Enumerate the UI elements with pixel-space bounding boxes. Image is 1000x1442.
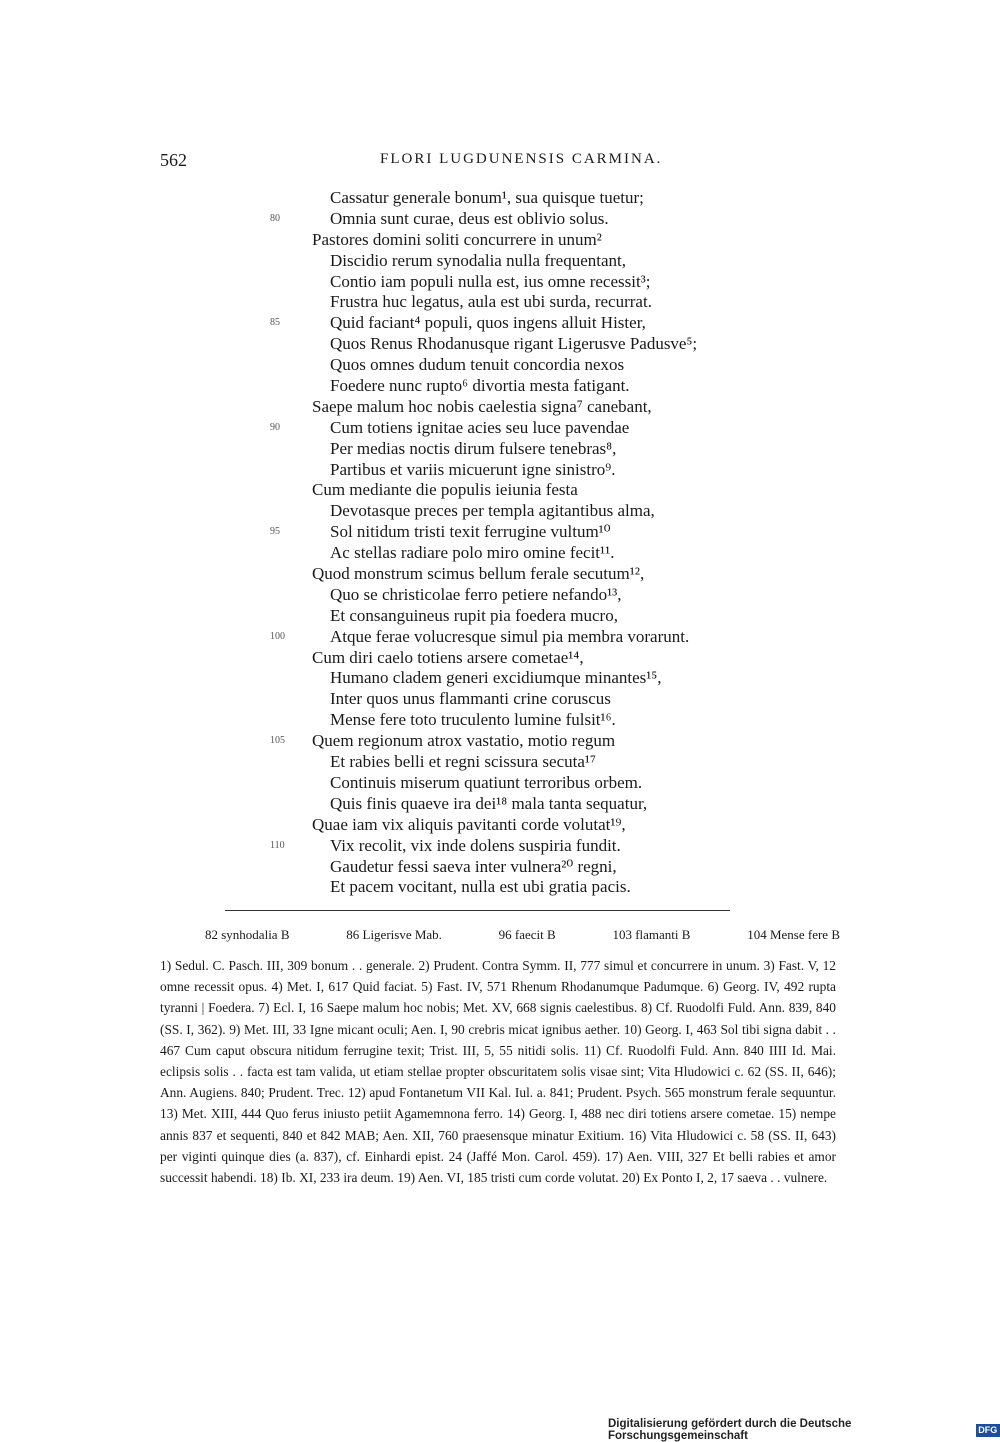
verse-text: Partibus et variis micuerunt igne sinistro⁹. <box>330 459 616 479</box>
verse-text: Devotasque preces per templa agitantibus alma, <box>330 501 655 521</box>
verse-text: Per medias noctis dirum fulsere tenebras⁸, <box>330 438 617 458</box>
verse-text: Mense fere toto truculento lumine fulsit¹⁶. <box>330 710 616 730</box>
footnotes <box>160 955 836 1188</box>
verse-text: Humano cladem generi excidiumque minantes¹⁵, <box>330 668 662 688</box>
running-title: FLORI LUGDUNENSIS CARMINA. <box>380 151 663 167</box>
poem-line <box>270 648 830 669</box>
verse-text: Foedere nunc rupto⁶ divortia mesta fatigant. <box>330 376 630 396</box>
poem-line <box>270 877 830 898</box>
verse-text: Omnia sunt curae, deus est oblivio solus. <box>330 208 609 228</box>
verse-text: Quae iam vix aliquis pavitanti corde volutat¹⁹, <box>312 814 626 834</box>
poem-line <box>270 460 830 481</box>
poem-line <box>270 857 830 878</box>
poem-line <box>270 543 830 564</box>
poem-line <box>270 731 830 752</box>
poem-line <box>270 480 830 501</box>
poem-line <box>270 836 830 857</box>
poem-line <box>270 710 830 731</box>
verse-text: Quo se christicolae ferro petiere nefando¹³, <box>330 584 622 604</box>
verse-text: Gaudetur fessi saeva inter vulnera²⁰ regni, <box>330 856 617 876</box>
verse-text: Atque ferae volucresque simul pia membra vorarunt. <box>330 626 690 646</box>
verse-text: Et consanguineus rupit pia foedera mucro, <box>330 605 618 625</box>
line-number: 105 <box>270 735 285 747</box>
poem-line <box>270 773 830 794</box>
footnote-paragraph: 1) Sedul. C. Pasch. III, 309 bonum . . generale. 2) Prudent. Contra Symm. II, 777 simul et concurrere in unum. 3) Fast. V, 12 omne recessit opus. 4) Met. I, 617 Quid faciat. 5) Fast. IV, 571 Rhenum Rhodanumque Padumque. 6) Georg. IV, 492 rupta tyranni | Foedera. 7) Ecl. I, 16 Saepe malum hoc nobis; Met. XV, 668 signis caelestibus. 8) Cf. Ruodolfi Fuld. Ann. 839, 840 (SS. I, 362). 9) Met. III, 33 Igne micant oculi; Aen. I, 90 crebris micat ignibus aether. 10) Georg. I, 463 Sol tibi signa dabit . . 467 Cum caput obscura nitidum ferrugine texit; Trist. III, 5, 55 nitidi solis. 11) Cf. Ruodolfi Fuld. Ann. 840 IIII Id. Mai. eclipsis solis . . facta est tam valida, ut etiam stellae propter obscuritatem solis visae sint; Vita Hludowici c. 62 (SS. II, 646); Ann. Augiens. 840; Prudent. Trec. 12) apud Fontanetum VII Kal. Iul. a. 841; Prudent. Psych. 565 monstrum ferale sequuntur. 13) Met. XIII, 444 Quo ferus iniusto petiit Agamemnona ferro. 14) Georg. I, 488 nec diri totiens arsere cometae. 15) nempe annis 837 et sequenti, 840 et 842 MAB; Aen. XII, 760 praesensque minatur Exitium. 16) Vita Hludowici c. 58 (SS. II, 643) per viginti quinque dies (a. 837), cf. Einhardi epist. 24 (Jaffé Mon. Carol. 459). 17) Aen. VIII, 327 Et belli rabies et amor successit habendi. 18) Ib. XI, 233 ira deum. 19) Aen. VI, 185 tristi cum corde volutat. 20) Ex Ponto I, 2, 17 saeva . . vulnere. <box>160 958 836 1186</box>
verse-text: Continuis miserum quatiunt terroribus orbem. <box>330 772 643 792</box>
verse-text: Vix recolit, vix inde dolens suspiria fundit. <box>330 835 621 855</box>
footer-text: Digitalisierung gefördert durch die Deutsche Forschungsgemeinschaft <box>608 1418 852 1442</box>
variant-reading: 96 faecit B <box>498 927 556 942</box>
poem-line <box>270 418 830 439</box>
poem-line <box>270 209 830 230</box>
verse-text: Cum diri caelo totiens arsere cometae¹⁴, <box>312 647 584 667</box>
poem-line <box>270 355 830 376</box>
poem-line <box>270 522 830 543</box>
page-number: 562 <box>160 150 187 170</box>
verse-text: Quos omnes dudum tenuit concordia nexos <box>330 355 625 375</box>
verse-text: Contio iam populi nulla est, ius omne recessit³; <box>330 271 651 291</box>
poem-line <box>270 230 830 251</box>
verse-text: Ac stellas radiare polo miro omine fecit¹¹. <box>330 543 615 563</box>
poem-line <box>270 334 830 355</box>
poem-line <box>270 397 830 418</box>
verse-text: Quis finis quaeve ira dei¹⁸ mala tanta sequatur, <box>330 793 648 813</box>
dfg-logo-icon: DFG <box>976 1424 1000 1437</box>
poem-line <box>270 292 830 313</box>
line-number: 100 <box>270 630 285 642</box>
verse-text: Inter quos unus flammanti crine coruscus <box>330 689 611 709</box>
line-number: 95 <box>270 526 280 538</box>
verse-text: Cum totiens ignitae acies seu luce pavendae <box>330 417 630 437</box>
verse-text: Quos Renus Rhodanusque rigant Ligerusve Padusve⁵; <box>330 334 698 354</box>
poem-line <box>270 376 830 397</box>
verse-text: Sol nitidum tristi texit ferrugine vultum¹⁰ <box>330 522 611 542</box>
verse-text: Pastores domini soliti concurrere in unum² <box>312 229 602 249</box>
variant-reading: 103 flamanti B <box>612 927 691 942</box>
poem-line <box>270 606 830 627</box>
poem-line <box>270 627 830 648</box>
poem-line <box>270 188 830 209</box>
poem-line <box>270 439 830 460</box>
poem-line <box>270 272 830 293</box>
line-number: 80 <box>270 212 280 224</box>
verse-text: Saepe malum hoc nobis caelestia signa⁷ canebant, <box>312 396 652 416</box>
poem-line <box>270 794 830 815</box>
dfg-footer <box>608 1418 1000 1442</box>
verse-text: Discidio rerum synodalia nulla frequentant, <box>330 250 626 270</box>
verse-text: Cum mediante die populis ieiunia festa <box>312 480 578 500</box>
poem-line <box>270 501 830 522</box>
verse-text: Quem regionum atrox vastatio, motio regum <box>312 731 616 751</box>
poem-text <box>270 188 830 898</box>
page-header <box>160 150 840 174</box>
verse-text: Frustra huc legatus, aula est ubi surda, recurrat. <box>330 292 652 312</box>
poem-line <box>270 251 830 272</box>
verse-text: Et rabies belli et regni scissura secuta¹⁷ <box>330 752 596 772</box>
poem-line <box>270 564 830 585</box>
poem-line <box>270 752 830 773</box>
poem-line <box>270 313 830 334</box>
poem-line <box>270 689 830 710</box>
variant-readings <box>160 927 840 943</box>
footnote-divider <box>225 910 730 911</box>
variant-reading: 86 Ligerisve Mab. <box>346 927 442 942</box>
poem-line <box>270 585 830 606</box>
line-number: 85 <box>270 317 280 329</box>
line-number: 110 <box>270 839 285 851</box>
verse-text: Cassatur generale bonum¹, sua quisque tuetur; <box>330 188 644 207</box>
verse-text: Et pacem vocitant, nulla est ubi gratia pacis. <box>330 877 631 897</box>
line-number: 90 <box>270 421 280 433</box>
poem-line <box>270 815 830 836</box>
variant-reading: 104 Mense fere B <box>747 927 840 942</box>
poem-line <box>270 668 830 689</box>
variant-reading: 82 synhodalia B <box>205 927 290 942</box>
verse-text: Quod monstrum scimus bellum ferale secutum¹², <box>312 564 645 584</box>
verse-text: Quid faciant⁴ populi, quos ingens alluit Hister, <box>330 313 646 333</box>
